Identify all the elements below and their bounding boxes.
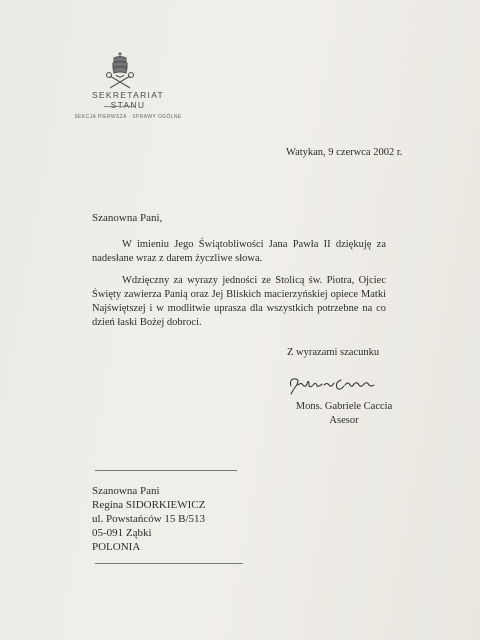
address-line-4: 05-091 Ząbki [92,527,152,539]
address-line-5: POLONIA [92,541,141,553]
signer-title: Asesor [329,415,359,426]
address-line-1: Szanowna Pani [92,485,160,497]
address-line-2: Regina SIDORKIEWICZ [92,499,206,511]
signer-name: Mons. Gabriele Caccia [295,401,393,412]
signer-block [284,400,404,428]
paragraph-2 [92,274,386,330]
letterhead-subtitle: SEKCJA PIERWSZA · SPRAWY OGÓLNE [74,114,182,120]
salutation: Szanowna Pani, [92,212,163,224]
handwritten-signature [287,372,377,396]
closing: Z wyrazami szacunku [287,347,380,358]
paragraph-1-text: W imieniu Jego Świątobliwości Jana Pawła II dziękuję za nadesłane wraz z darem życzliwe słowa. [92,239,386,264]
address-top-rule [95,470,237,471]
letterhead-divider [104,106,136,107]
papal-crest-icon [100,48,140,92]
address-bottom-rule [95,563,243,564]
paragraph-1 [92,238,386,266]
letter-date: Watykan, 9 czerwca 2002 r. [286,147,403,158]
paragraph-2-text: Wdzięczny za wyrazy jedności ze Stolicą św. Piotra, Ojciec Święty zawierza Panią oraz Jej Bliskich macierzyńskiej opiece Matki Najświętszej i w modlitwie uprasza dla wszystkich potrzebne na co dzień łaski Bożej dobroci. [92,275,386,328]
letterhead-title: SEKRETARIAT STANU [91,90,165,110]
address-line-3: ul. Powstańców 15 B/513 [92,513,206,525]
address-block [92,484,205,554]
